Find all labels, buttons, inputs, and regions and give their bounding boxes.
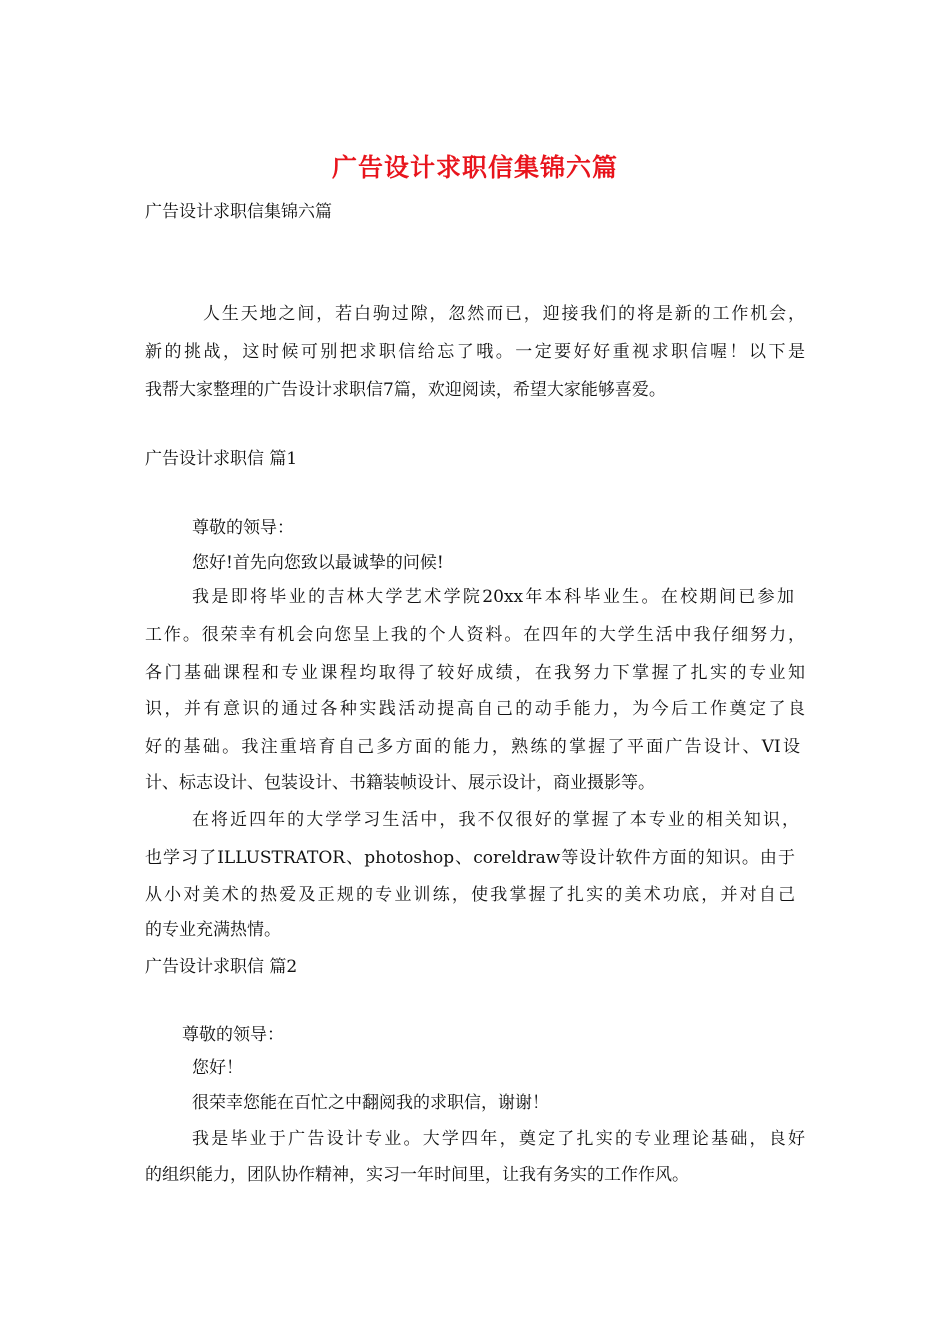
- document-title: 广告设计求职信集锦六篇: [331, 153, 618, 182]
- letter2-para1-line-2: 的组织能力，团队协作精神，实习一年时间里，让我有务实的工作作风。: [145, 1165, 689, 1185]
- letter1-heading: 广告设计求职信 篇1: [145, 449, 298, 469]
- intro-line-3: 我帮大家整理的广告设计求职信7篇，欢迎阅读，希望大家能够喜爱。: [145, 380, 666, 400]
- intro-line-1: 人生天地之间，若白驹过隙，忽然而已，迎接我们的将是新的工作机会，: [203, 304, 805, 324]
- document-subtitle: 广告设计求职信集锦六篇: [145, 202, 332, 222]
- letter2-greeting: 您好！: [192, 1058, 243, 1078]
- letter1-para1-line-1: 我是即将毕业的吉林大学艺术学院20xx年本科毕业生。在校期间已参加: [192, 587, 794, 607]
- letter2-thanks: 很荣幸您能在百忙之中翻阅我的求职信，谢谢！: [192, 1093, 549, 1113]
- letter1-para1-line-5: 好的基础。我注重培育自己多方面的能力，熟练的掌握了平面广告设计、VI设: [145, 737, 800, 757]
- letter1-para2-line-1: 在将近四年的大学学习生活中，我不仅很好的掌握了本专业的相关知识，: [192, 810, 799, 830]
- letter1-para1-line-4: 识，并有意识的通过各种实践活动提高自己的动手能力，为今后工作奠定了良: [145, 699, 805, 719]
- letter2-heading: 广告设计求职信 篇2: [145, 957, 298, 977]
- letter1-salutation: 尊敬的领导：: [192, 518, 294, 538]
- intro-line-2: 新的挑战，这时候可别把求职信给忘了哦。一定要好好重视求职信喔！以下是: [145, 342, 805, 362]
- letter1-para1-line-6: 计、标志设计、包装设计、书籍装帧设计、展示设计，商业摄影等。: [145, 773, 655, 793]
- letter1-greeting: 您好!首先向您致以最诚挚的问候!: [192, 553, 444, 573]
- letter1-para2-line-3: 从小对美术的热爱及正规的专业训练，使我掌握了扎实的美术功底，并对自己: [145, 885, 795, 905]
- letter2-para1-line-1: 我是毕业于广告设计专业。大学四年，奠定了扎实的专业理论基础，良好: [192, 1129, 805, 1149]
- letter2-salutation: 尊敬的领导：: [182, 1025, 284, 1045]
- letter1-para1-line-3: 各门基础课程和专业课程均取得了较好成绩，在我努力下掌握了扎实的专业知: [145, 663, 805, 683]
- letter1-para2-line-4: 的专业充满热情。: [145, 920, 281, 940]
- letter1-para1-line-2: 工作。很荣幸有机会向您呈上我的个人资料。在四年的大学生活中我仔细努力，: [145, 625, 805, 645]
- letter1-para2-line-2: 也学习了ILLUSTRATOR、photoshop、coreldraw等设计软件方面的知识。由于: [145, 848, 795, 868]
